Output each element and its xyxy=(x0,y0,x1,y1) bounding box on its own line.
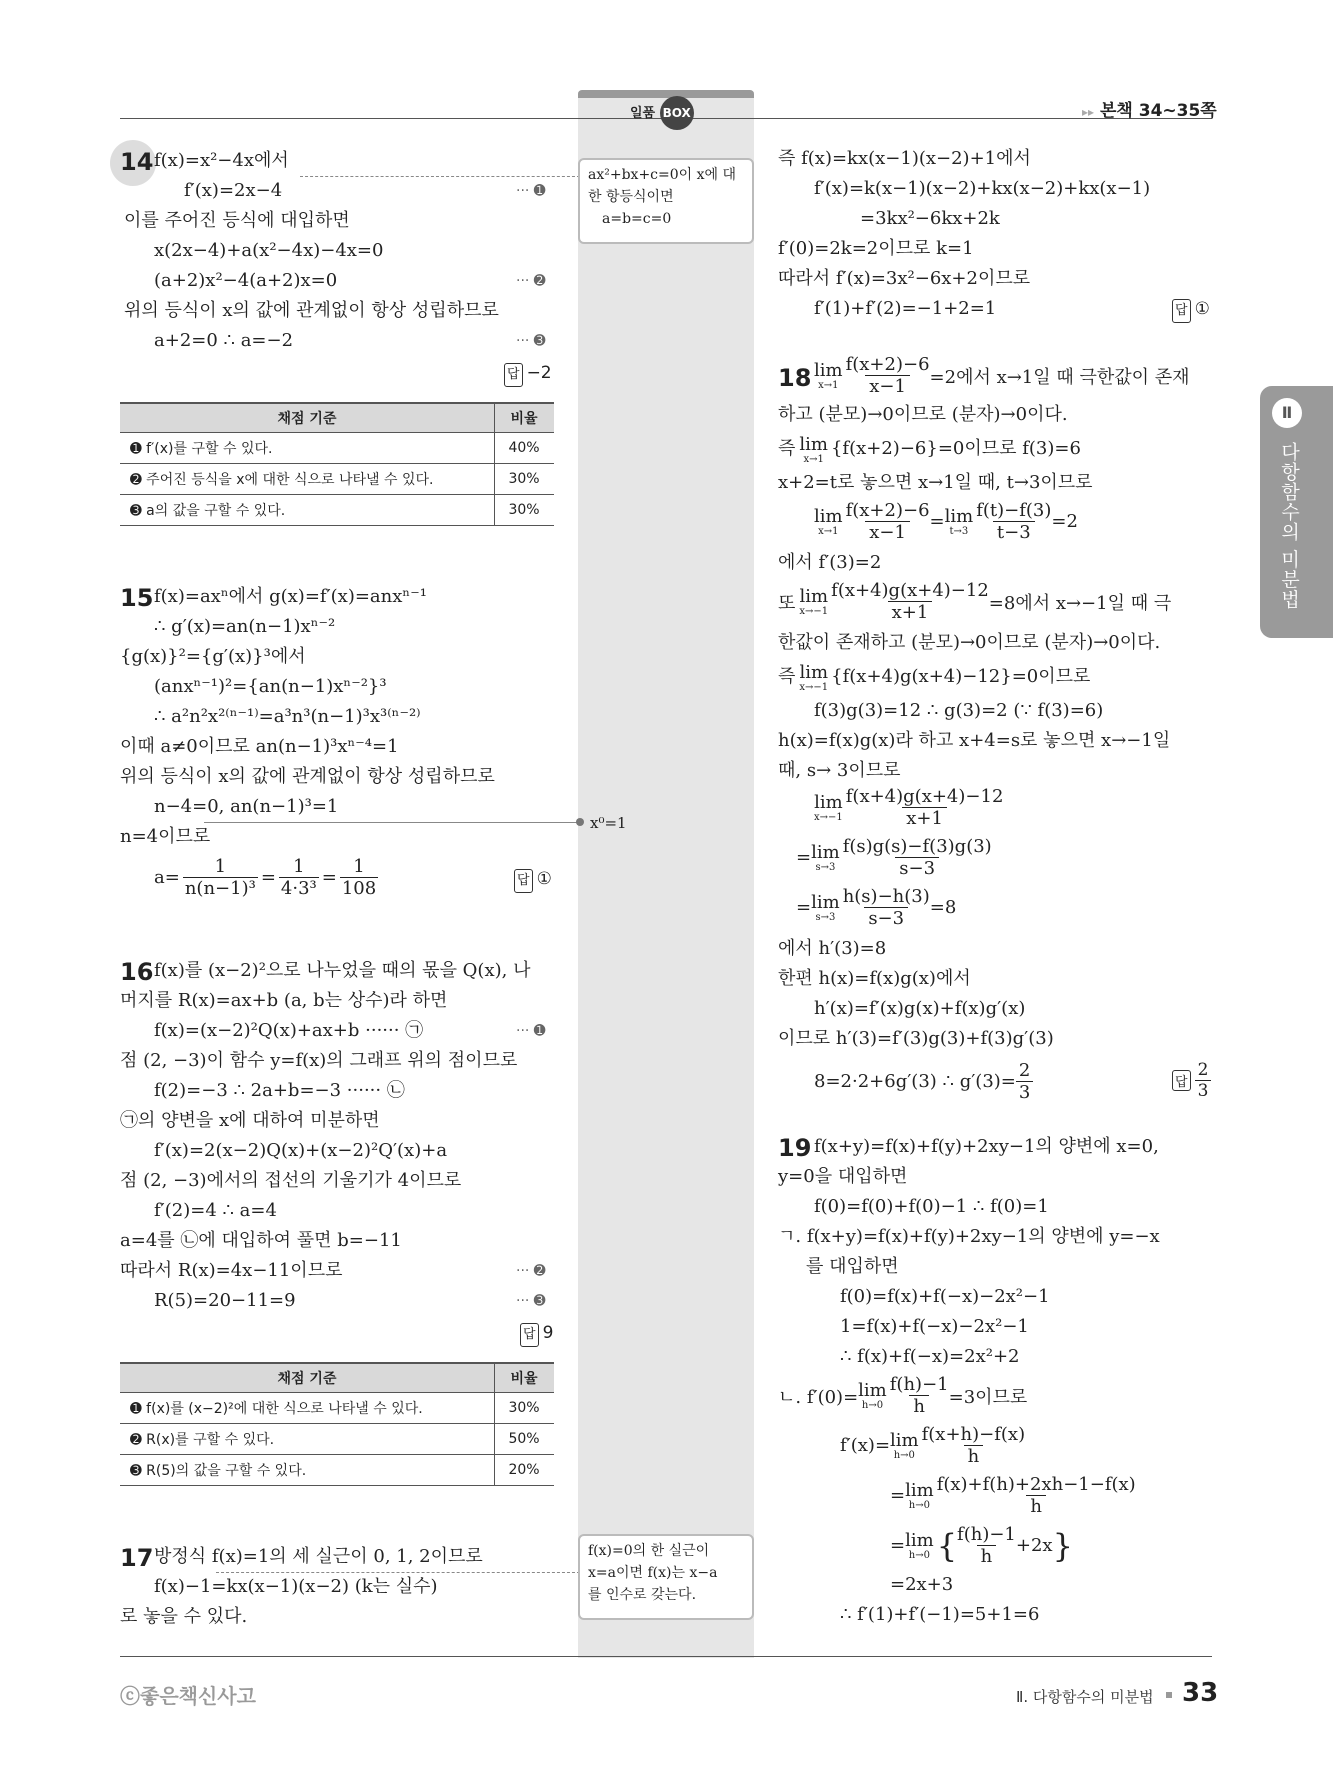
denominator: 3 xyxy=(1195,1080,1212,1101)
math-text: =8에서 x→−1일 때 극 xyxy=(988,592,1172,614)
sidenote-line: a=b=c=0 xyxy=(602,211,672,227)
table-header: 채점 기준 xyxy=(120,1363,495,1393)
table-cell: ➌ a의 값을 구할 수 있다. xyxy=(120,495,495,526)
limit-operator xyxy=(905,1480,934,1511)
limit-operator xyxy=(905,1530,934,1561)
leader-line xyxy=(300,176,580,177)
lim-subscript: x→1 xyxy=(818,526,839,537)
p14-line: 위의 등식이 x의 값에 관계없이 항상 성립하므로 xyxy=(124,300,499,321)
limit-operator xyxy=(814,792,843,823)
table-cell: 40% xyxy=(495,433,555,464)
answer-icon: 답 xyxy=(504,363,523,387)
answer-icon: 답 xyxy=(1172,1070,1191,1091)
sidenote-line: x=a이면 f(x)는 x−a xyxy=(588,1565,718,1581)
check-mark-1: ··· ➊ xyxy=(516,1023,546,1039)
sidenote-17 xyxy=(578,1534,754,1620)
p15-fraction-line: a= $\frac{1}{\text{n(n−1)³}}$ = $\frac{1}{\text{4·3³}}$ = $\frac{1}{108}$ xyxy=(154,856,377,899)
p19-line: f(x+y)=f(x)+f(y)+2xy−1의 양변에 x=0, xyxy=(814,1136,1159,1157)
p14-answer-value: −2 xyxy=(526,363,552,383)
table-row xyxy=(120,1455,554,1486)
p14-line: f′(x)=2x−4 xyxy=(184,180,283,201)
p15-line: n=4이므로 xyxy=(120,826,211,847)
limit-operator xyxy=(814,360,843,391)
fraction xyxy=(843,886,930,929)
p14-line: (a+2)x²−4(a+2)x=0 xyxy=(154,270,338,291)
lim-subscript: x→1 xyxy=(818,380,839,391)
numerator: 2 xyxy=(1197,1060,1209,1080)
p15-line: (anxⁿ⁻¹)²={an(n−1)xⁿ⁻²}³ xyxy=(154,676,387,697)
lim-subscript: s→3 xyxy=(815,862,836,873)
check-mark-1: ··· ➊ xyxy=(516,183,546,199)
table-row xyxy=(120,1393,554,1424)
numerator: f(h)−1 xyxy=(957,1524,1016,1545)
problem-16-number: 16 xyxy=(120,958,154,986)
p14-scoring-table xyxy=(120,402,554,526)
lim-text: lim xyxy=(811,842,840,863)
lim-text: lim xyxy=(905,1530,934,1551)
limit-operator xyxy=(811,892,840,923)
limit-operator xyxy=(814,506,843,537)
p18-line: 한편 h(x)=f(x)g(x)에서 xyxy=(778,968,971,989)
sidenote-line: 한 항등식이면 xyxy=(588,189,674,205)
ref-pages: 34∼35쪽 xyxy=(1138,101,1217,121)
denominator: x−1 xyxy=(865,375,910,397)
check-mark-2: ··· ➋ xyxy=(516,1263,546,1279)
p18-line xyxy=(778,662,1090,693)
check-mark-2: ··· ➋ xyxy=(516,273,546,289)
fraction xyxy=(183,856,258,899)
numerator: f(x)+f(h)+2xh−1−f(x) xyxy=(936,1474,1136,1495)
numerator: 1 xyxy=(293,856,305,877)
p18-line: 하고 (분모)→0이므로 (분자)→0이다. xyxy=(778,404,1068,425)
p17-cont-line: 즉 f(x)=kx(x−1)(x−2)+1에서 xyxy=(778,148,1031,169)
denominator: 108 xyxy=(341,878,377,899)
math-text: f′(x)= xyxy=(840,1435,891,1456)
problem-18-number: 18 xyxy=(778,364,812,392)
leader-line xyxy=(216,1572,580,1573)
p19-line: y=0을 대입하면 xyxy=(778,1166,908,1187)
table-cell: 30% xyxy=(495,464,555,495)
p19-limit-line xyxy=(890,1474,1136,1517)
denominator: 4·3³ xyxy=(280,878,317,899)
p15-line: n−4=0, an(n−1)³=1 xyxy=(154,796,339,817)
math-text: =8 xyxy=(929,897,957,918)
lim-subscript: h→0 xyxy=(908,1500,930,1511)
p14-answer xyxy=(504,362,552,387)
p15-line: f(x)=axⁿ에서 g(x)=f′(x)=anxⁿ⁻¹ xyxy=(154,586,427,607)
box-badge: BOX xyxy=(660,96,694,130)
table-cell: ➋ R(x)를 구할 수 있다. xyxy=(120,1424,495,1455)
fraction xyxy=(976,500,1051,543)
math-text: 즉 xyxy=(778,666,796,687)
p16-line: R(5)=20−11=9 xyxy=(154,1290,296,1311)
lim-subscript: h→0 xyxy=(861,1400,884,1411)
p18-limit-line xyxy=(814,786,1003,829)
denominator: h xyxy=(977,1545,997,1567)
p19-limit-line xyxy=(840,1424,1025,1467)
math-text: = xyxy=(796,847,812,868)
p17-cont-line: f′(x)=k(x−1)(x−2)+kx(x−2)+kx(x−1) xyxy=(814,178,1151,199)
chapter-title-vertical: 다항함수의 미분법 xyxy=(1278,442,1300,610)
fraction xyxy=(1195,1060,1212,1101)
p16-line: a=4를 ㉡에 대입하여 풀면 b=−11 xyxy=(120,1230,402,1251)
numerator: f(s)g(s)−f(3)g(3) xyxy=(842,836,992,857)
p18-line xyxy=(778,434,1081,465)
lim-subscript: x→−1 xyxy=(814,812,843,823)
numerator: 1 xyxy=(214,856,227,877)
answer-icon: 답 xyxy=(520,1323,539,1347)
lim-text: lim xyxy=(811,892,840,913)
p16-scoring-table xyxy=(120,1362,554,1486)
table-row xyxy=(120,495,554,526)
p14-line: x(2x−4)+a(x²−4x)−4x=0 xyxy=(154,240,384,261)
fraction xyxy=(957,1524,1016,1567)
math-brace: } xyxy=(1052,1526,1073,1565)
p18-line: 이므로 h′(3)=f′(3)g(3)+f(3)g′(3) xyxy=(778,1028,1054,1049)
fraction xyxy=(340,856,378,899)
lim-subscript: h→0 xyxy=(908,1550,930,1561)
limit-operator xyxy=(890,1430,919,1461)
p19-limit-line xyxy=(778,1374,1027,1417)
fraction xyxy=(922,1424,1025,1467)
p19-line: 를 대입하면 xyxy=(806,1256,899,1277)
fraction xyxy=(843,836,992,879)
p18-line: 때, s→ 3이므로 xyxy=(778,760,901,781)
p18-line xyxy=(814,1060,1033,1103)
p18-answer xyxy=(1172,1060,1211,1101)
p14-line: 이를 주어진 등식에 대입하면 xyxy=(124,210,350,231)
sidenote-15: x⁰=1 xyxy=(590,814,627,832)
math-brace: { xyxy=(936,1526,958,1565)
p15-line: ∴ a²n²x²⁽ⁿ⁻¹⁾=a³n³(n−1)³x³⁽ⁿ⁻²⁾ xyxy=(154,706,421,727)
check-mark-3: ··· ➌ xyxy=(516,1293,546,1309)
math-text: = xyxy=(890,1535,906,1556)
math-text: = xyxy=(796,897,812,918)
p16-line: f(x)를 (x−2)²으로 나누었을 때의 몫을 Q(x), 나 xyxy=(154,960,531,981)
denominator: x+1 xyxy=(902,807,947,829)
table-cell: ➌ R(5)의 값을 구할 수 있다. xyxy=(120,1455,495,1486)
p16-line: f(x)=(x−2)²Q(x)+ax+b ······ ㉠ xyxy=(154,1020,424,1041)
p18-limit-line xyxy=(796,836,992,879)
lim-text: lim xyxy=(799,434,828,455)
page-reference xyxy=(1082,96,1217,121)
p17-cont-line: f′(0)=2k=2이므로 k=1 xyxy=(778,238,974,259)
p16-line: 점 (2, −3)에서의 접선의 기울기가 4이므로 xyxy=(120,1170,462,1191)
fraction xyxy=(1016,1060,1033,1103)
publisher-logo: ⓒ좋은책신사고 xyxy=(120,1684,256,1708)
p15-answer xyxy=(514,868,552,893)
p19-line: ∴ f(x)+f(−x)=2x²+2 xyxy=(840,1346,1020,1367)
p17-cont-line: =3kx²−6kx+2k xyxy=(860,208,1000,229)
p15-line: {g(x)}²={g′(x)}³에서 xyxy=(120,646,306,667)
problem-14-number: 14 xyxy=(120,148,154,176)
p19-line: f(0)=f(x)+f(−x)−2x²−1 xyxy=(840,1286,1050,1307)
p19-line: =2x+3 xyxy=(890,1574,954,1595)
table-cell: 20% xyxy=(495,1455,555,1486)
lim-subscript: s→3 xyxy=(815,912,836,923)
p18-line: 에서 h′(3)=8 xyxy=(778,938,887,959)
limit-operator xyxy=(811,842,840,873)
lim-text: lim xyxy=(905,1480,934,1501)
lim-text: lim xyxy=(814,360,843,381)
p16-line: 따라서 R(x)=4x−11이므로 xyxy=(120,1260,343,1281)
table-cell: 30% xyxy=(495,495,555,526)
box-header xyxy=(630,96,694,130)
sidenote-line: 를 인수로 갖는다. xyxy=(588,1587,697,1603)
denominator: s−3 xyxy=(895,857,939,879)
page-number: 33 xyxy=(1182,1678,1219,1708)
leader-dot-icon xyxy=(576,818,584,826)
math-text: = xyxy=(890,1485,906,1506)
table-header: 채점 기준 xyxy=(120,403,495,433)
p16-line: f(2)=−3 ∴ 2a+b=−3 ······ ㉡ xyxy=(154,1080,405,1101)
fraction xyxy=(846,354,930,397)
footer-bullet-icon xyxy=(1166,1692,1172,1698)
p19-line: f(0)=f(0)+f(0)−1 ∴ f(0)=1 xyxy=(814,1196,1049,1217)
p18-limit-line xyxy=(796,886,956,929)
numerator: f(h)−1 xyxy=(889,1374,949,1395)
p18-line: x+2=t로 놓으면 x→1일 때, t→3이므로 xyxy=(778,472,1093,493)
fraction xyxy=(890,1374,949,1417)
p17-line: 방정식 f(x)=1의 세 실근이 0, 1, 2이므로 xyxy=(154,1546,483,1567)
math-text: {f(x+2)−6}=0이므로 f(3)=6 xyxy=(830,438,1081,459)
problem-19-number: 19 xyxy=(778,1134,812,1162)
box-label: 일품 xyxy=(630,106,656,121)
lim-subscript: x→−1 xyxy=(799,606,829,617)
p16-answer xyxy=(520,1322,553,1347)
footer-chapter: Ⅱ. 다항함수의 미분법 xyxy=(1016,1688,1154,1706)
p16-line: ㉠의 양변을 x에 대하여 미분하면 xyxy=(120,1110,380,1131)
p16-line: f′(x)=2(x−2)Q(x)+(x−2)²Q′(x)+a xyxy=(154,1140,448,1161)
p16-answer-value: 9 xyxy=(542,1323,554,1343)
p19-line: ∴ f′(1)+f′(−1)=5+1=6 xyxy=(840,1604,1040,1625)
sidenote-14 xyxy=(578,158,754,244)
p19-line: ㄱ. f(x+y)=f(x)+f(y)+2xy−1의 양변에 y=−x xyxy=(778,1226,1160,1247)
chapter-roman-badge: Ⅱ xyxy=(1272,398,1302,428)
math-text: {f(x+4)g(x+4)−12}=0이므로 xyxy=(831,666,1091,687)
numerator: f(x+2)−6 xyxy=(845,500,930,521)
math-text: ㄴ. f′(0)= xyxy=(778,1386,859,1408)
table-header: 비율 xyxy=(495,403,555,433)
lim-text: lim xyxy=(890,1430,919,1451)
lim-text: lim xyxy=(814,506,843,527)
p18-line: h(x)=f(x)g(x)라 하고 x+4=s로 놓으면 x→−1일 xyxy=(778,730,1171,751)
limit-operator xyxy=(799,586,828,617)
lim-text: lim xyxy=(799,586,829,607)
denominator: h xyxy=(1026,1495,1046,1517)
p19-limit-line xyxy=(890,1524,1073,1567)
denominator: 3 xyxy=(1016,1081,1033,1103)
fraction xyxy=(279,856,319,899)
p17-answer xyxy=(1172,298,1210,323)
denominator: x−1 xyxy=(865,521,910,543)
math-text: =2에서 x→1일 때 극한값이 존재 xyxy=(929,366,1190,388)
limit-operator xyxy=(799,434,828,465)
table-cell: ➊ f(x)를 (x−2)²에 대한 식으로 나타낼 수 있다. xyxy=(120,1393,495,1424)
p15-answer-value: ① xyxy=(536,869,552,889)
p16-line: 머지를 R(x)=ax+b (a, b는 상수)라 하면 xyxy=(120,990,448,1011)
leader-line xyxy=(204,822,580,823)
sidenote-line: f(x)=0의 한 실근이 xyxy=(588,1543,710,1559)
math-text: = xyxy=(929,511,945,532)
table-row xyxy=(120,433,554,464)
lim-subscript: t→3 xyxy=(949,526,969,537)
problem-17-number: 17 xyxy=(120,1544,154,1572)
lim-text: lim xyxy=(944,506,974,527)
fraction xyxy=(937,1474,1136,1517)
lim-text: lim xyxy=(799,662,829,683)
table-cell: ➊ f′(x)를 구할 수 있다. xyxy=(120,433,495,464)
p17-line: 로 놓을 수 있다. xyxy=(120,1606,248,1627)
math-text: 즉 xyxy=(778,438,796,459)
math-text: 또 xyxy=(778,592,796,614)
answer-icon: 답 xyxy=(1172,299,1191,323)
ref-arrow-icon: ▸▸ xyxy=(1082,105,1095,119)
limit-operator xyxy=(858,1380,887,1411)
p18-limit-line xyxy=(778,580,1171,623)
limit-operator xyxy=(799,662,828,693)
denominator: s−3 xyxy=(864,907,908,929)
lim-subscript: h→0 xyxy=(893,1450,915,1461)
lim-subscript: x→1 xyxy=(803,454,824,465)
numerator: f(x+4)g(x+4)−12 xyxy=(831,580,989,601)
p15-line: 위의 등식이 x의 값에 관계없이 항상 성립하므로 xyxy=(120,766,495,787)
problem-15-number: 15 xyxy=(120,584,154,612)
p15-line: ∴ g′(x)=an(n−1)xⁿ⁻² xyxy=(154,616,336,637)
lim-text: lim xyxy=(858,1380,887,1401)
chapter-side-tab xyxy=(1260,386,1333,638)
lim-subscript: x→−1 xyxy=(799,682,829,693)
math-text: =2 xyxy=(1051,511,1078,532)
numerator: 2 xyxy=(1018,1060,1031,1081)
p18-line: 에서 f′(3)=2 xyxy=(778,552,882,573)
denominator: h xyxy=(909,1395,929,1417)
lim-text: lim xyxy=(814,792,843,813)
p14-line: a+2=0 ∴ a=−2 xyxy=(154,330,294,351)
table-cell: 30% xyxy=(495,1393,555,1424)
center-gutter xyxy=(578,92,754,1658)
numerator: 1 xyxy=(353,856,365,877)
table-row xyxy=(120,464,554,495)
math-text: +2x xyxy=(1015,1535,1053,1556)
math-text: 8=2·2+6g′(3) ∴ g′(3)= xyxy=(814,1071,1016,1092)
denominator: n(n−1)³ xyxy=(184,878,256,899)
p14-line: f(x)=x²−4x에서 xyxy=(154,150,289,171)
fraction xyxy=(846,500,930,543)
p18-line: f(3)g(3)=12 ∴ g(3)=2 (∵ f(3)=6) xyxy=(814,700,1104,721)
math-text: =3이므로 xyxy=(948,1386,1028,1408)
p17-cont-line: f′(1)+f′(2)=−1+2=1 xyxy=(814,298,997,319)
fraction xyxy=(846,786,1004,829)
p19-line: 1=f(x)+f(−x)−2x²−1 xyxy=(840,1316,1029,1337)
p18-limit-line xyxy=(814,354,1190,397)
p18-limit-line xyxy=(814,500,1078,543)
p17-line: f(x)−1=kx(x−1)(x−2) (k는 실수) xyxy=(154,1576,438,1597)
numerator: f(x+2)−6 xyxy=(845,354,930,375)
footer-rule xyxy=(120,1656,1212,1657)
table-header: 비율 xyxy=(495,1363,555,1393)
numerator: f(x+h)−f(x) xyxy=(921,1424,1026,1445)
answer-icon: 답 xyxy=(514,869,533,893)
table-cell: 50% xyxy=(495,1424,555,1455)
p15-line: 이때 a≠0이므로 an(n−1)³xⁿ⁻⁴=1 xyxy=(120,736,399,757)
p17-cont-line: 따라서 f′(x)=3x²−6x+2이므로 xyxy=(778,268,1031,289)
limit-operator xyxy=(945,506,974,537)
sidenote-line: ax²+bx+c=0이 x에 대 xyxy=(588,167,737,183)
denominator: h xyxy=(964,1445,984,1467)
p17-answer-value: ① xyxy=(1194,299,1210,319)
ref-prefix: 본책 xyxy=(1099,101,1133,121)
denominator: x+1 xyxy=(888,601,933,623)
numerator: h(s)−h(3) xyxy=(842,886,930,907)
p16-line: f′(2)=4 ∴ a=4 xyxy=(154,1200,277,1221)
p18-line: h′(x)=f′(x)g(x)+f(x)g′(x) xyxy=(814,998,1026,1019)
fraction xyxy=(831,580,989,623)
math-text: a= xyxy=(154,867,180,888)
table-row xyxy=(120,1424,554,1455)
table-cell: ➋ 주어진 등식을 x에 대한 식으로 나타낼 수 있다. xyxy=(120,464,495,495)
p18-line: 한값이 존재하고 (분모)→0이므로 (분자)→0이다. xyxy=(778,632,1161,653)
numerator: f(t)−f(3) xyxy=(976,500,1052,521)
denominator: t−3 xyxy=(993,521,1035,543)
p16-line: 점 (2, −3)이 함수 y=f(x)의 그래프 위의 점이므로 xyxy=(120,1050,518,1071)
numerator: f(x+4)g(x+4)−12 xyxy=(845,786,1004,807)
check-mark-3: ··· ➌ xyxy=(516,333,546,349)
